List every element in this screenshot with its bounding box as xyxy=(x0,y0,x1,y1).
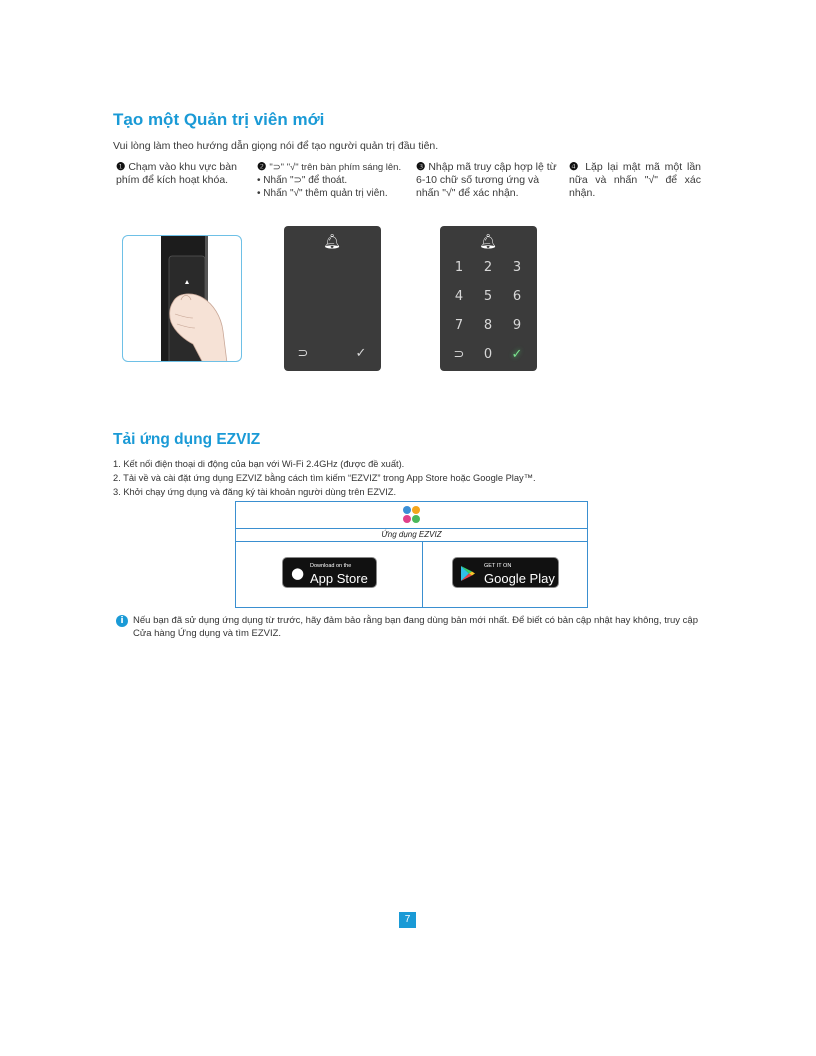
step-2 xyxy=(257,161,409,200)
step-number: ❶ xyxy=(116,161,126,173)
touch-lock-illustration xyxy=(122,235,242,362)
step-bullet: • Nhấn "√" thêm quản trị viên. xyxy=(257,188,388,199)
ezviz-logo-icon xyxy=(401,505,423,525)
key-6: 6 xyxy=(512,289,522,304)
list-item: 1. Kết nối điện thoại di động của bạn với Wi-Fi 2.4GHz (được đề xuất). xyxy=(113,459,405,469)
info-icon: i xyxy=(116,615,128,627)
step-number: ❷ xyxy=(257,161,267,173)
intro-text: Vui lòng làm theo hướng dẫn giọng nói để tạo người quản trị đầu tiên. xyxy=(113,140,439,152)
google-play-label: Google Play xyxy=(484,571,555,586)
section-title-create-admin: Tạo một Quản trị viên mới xyxy=(113,110,325,129)
google-play-button[interactable] xyxy=(452,557,559,588)
app-store-label: App Store xyxy=(310,571,368,586)
step-number: ❸ xyxy=(416,161,426,173)
ezviz-logo-row xyxy=(236,502,587,529)
step-text: Lặp lại mật mã một lần nữa và nhấn "√" để xác nhận. xyxy=(569,161,702,199)
confirm-key: ✓ xyxy=(355,346,367,361)
google-play-icon xyxy=(460,565,476,582)
hand-touch-icon xyxy=(123,236,242,362)
keypad-full-illustration xyxy=(440,226,537,371)
step-4 xyxy=(569,161,701,200)
google-play-small-label: GET IT ON xyxy=(484,563,512,569)
page-number: 7 xyxy=(399,912,416,928)
key-0: 0 xyxy=(483,347,493,362)
step-number: ❹ xyxy=(569,161,581,173)
key-4: 4 xyxy=(454,289,464,304)
back-key: ⊃ xyxy=(297,346,309,361)
key-7: 7 xyxy=(454,318,464,333)
key-5: 5 xyxy=(483,289,493,304)
bell-icon: 🔔︎ xyxy=(479,234,497,250)
list-item: 2. Tải về và cài đặt ứng dụng EZVIZ bằng cách tìm kiếm “EZVIZ” trong App Store hoặc Google Play™. xyxy=(113,473,536,483)
back-key: ⊃ xyxy=(453,347,465,362)
apple-icon: ● xyxy=(291,564,305,582)
step-text: Nhập mã truy cập hợp lệ từ 6-10 chữ số tương ứng và nhấn "√" để xác nhận. xyxy=(416,161,557,199)
step-text: "⊃" "√" trên bàn phím sáng lên. xyxy=(269,162,402,173)
key-2: 2 xyxy=(483,260,493,275)
app-store-button[interactable] xyxy=(282,557,377,588)
table-divider xyxy=(422,542,423,607)
bell-icon: 🔔︎ xyxy=(323,234,341,250)
step-text: Chạm vào khu vực bàn phím để kích hoạt khóa. xyxy=(116,161,237,186)
section-title-download-app: Tải ứng dụng EZVIZ xyxy=(113,431,261,448)
key-8: 8 xyxy=(483,318,493,333)
list-item: 3. Khởi chạy ứng dụng và đăng ký tài khoản người dùng trên EZVIZ. xyxy=(113,487,397,497)
confirm-key: ✓ xyxy=(511,347,523,362)
step-1 xyxy=(116,161,254,187)
key-9: 9 xyxy=(512,318,522,333)
app-download-table xyxy=(235,501,588,608)
step-3 xyxy=(416,161,562,200)
app-name-label: Ứng dụng EZVIZ xyxy=(236,529,587,542)
keypad-lit-illustration xyxy=(284,226,381,371)
app-store-small-label: Download on the xyxy=(310,563,352,569)
step-bullet: • Nhấn "⊃" để thoát. xyxy=(257,175,348,186)
update-note: Nếu bạn đã sử dụng ứng dụng từ trước, hãy đảm bảo rằng bạn đang dùng bản mới nhất. Để biết có bản cập nhật hay không, truy cập Cửa hàng Ứng dụng và tìm EZVIZ. xyxy=(133,615,698,639)
key-1: 1 xyxy=(454,260,464,275)
key-3: 3 xyxy=(512,260,522,275)
